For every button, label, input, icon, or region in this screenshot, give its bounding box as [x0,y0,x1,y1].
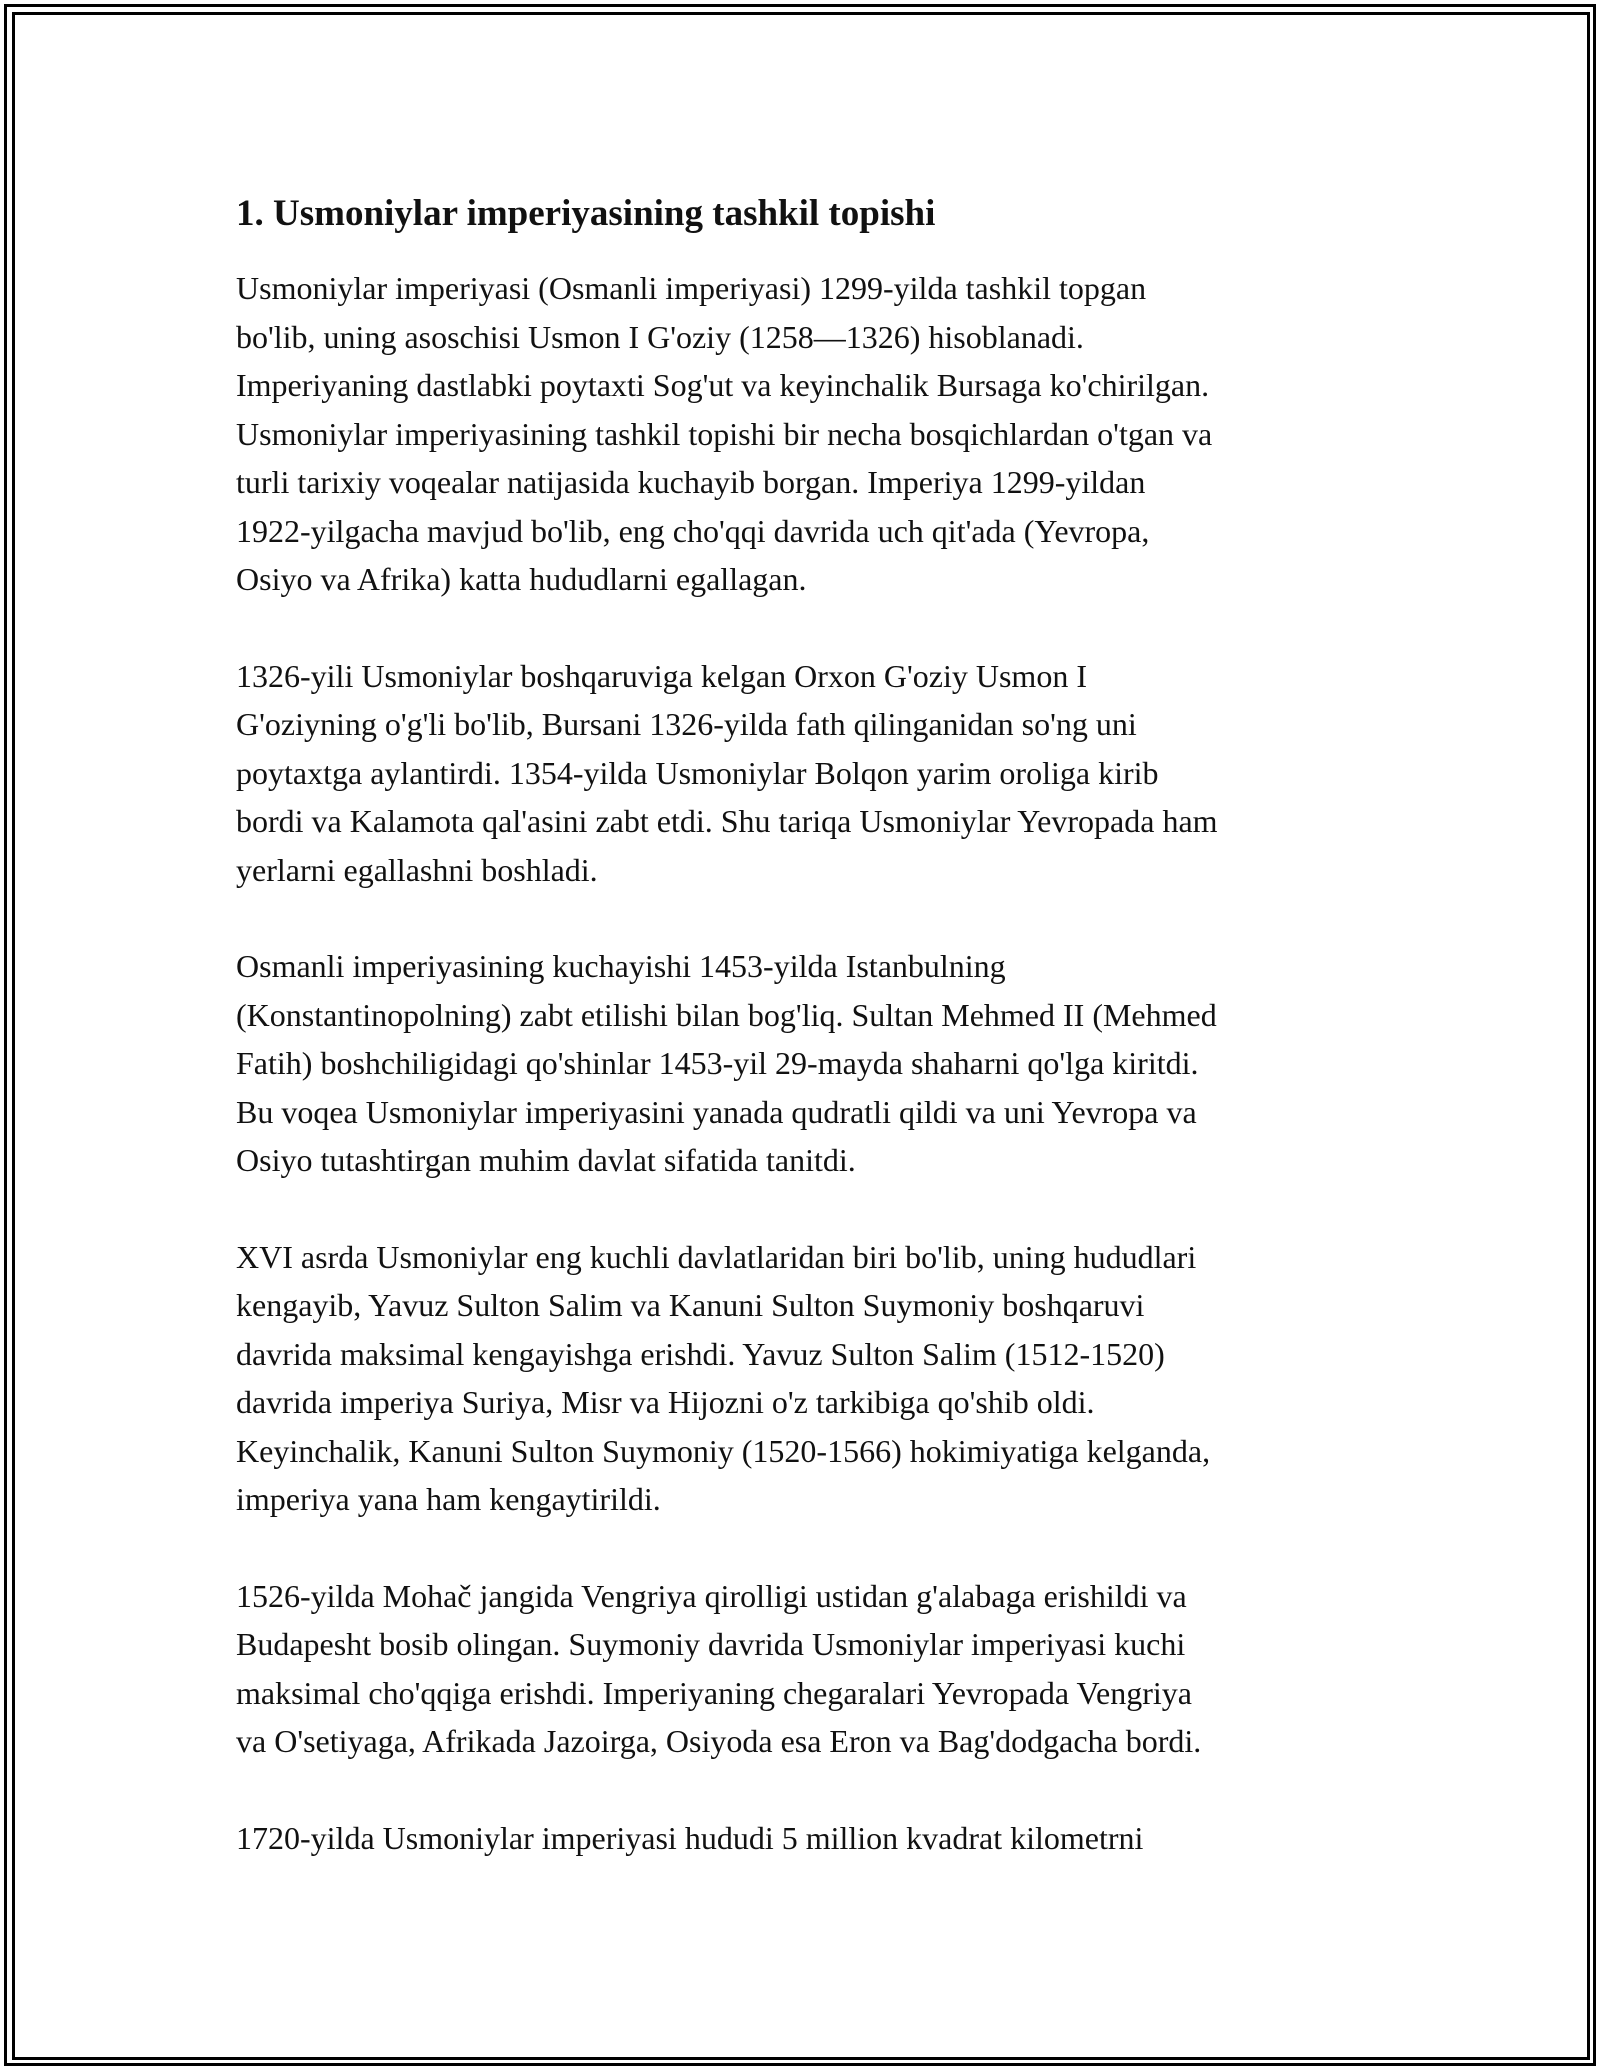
paragraph-istanbul: Osmanli imperiyasining kuchayishi 1453-yilda Istanbulning (Konstantinopolning) zabt etilishi bilan bog'liq. Sultan Mehmed II (Mehmed Fatih) boshchiligidagi qo'shinlar 1453-yil 29-mayda shaharni qo'lga kiritdi. Bu voqea Usmoniylar imperiyasini yanada qudratli qildi va uni Yevropa va Osiyo tutashtirgan muhim davlat sifatida tanitdi. [236,948,1217,1178]
paragraph-orxon: 1326-yili Usmoniylar boshqaruviga kelgan Orxon G'oziy Usmon I G'oziyning o'g'li bo'lib, Bursani 1326-yilda fath qilinganidan so'ng uni poytaxtga aylantirdi. 1354-yilda Usmoniylar Bolqon yarim oroliga kirib bordi va Kalamota qal'asini zabt etdi. Shu tariqa Usmoniylar Yevropada ham yerlarni egallashni boshladi. [236,657,1218,888]
paragraph-mohac: 1526-yilda Mohač jangida Vengriya qirolligi ustidan g'alabaga erishildi va Budapesht bosib olingan. Suymoniy davrida Usmoniylar imperiyasi kuchi maksimal cho'qqiga erishdi. Imperiyaning chegaralari Yevropada Vengriya va O'setiyaga, Afrikada Jazoirga, Osiyoda esa Eron va Bag'dodgacha bordi. [236,1577,1202,1759]
section-heading: 1. Usmoniylar imperiyasining tashkil topishi [236,193,936,234]
document-body [236,186,1366,1910]
paragraph-xvi-century: XVI asrda Usmoniylar eng kuchli davlatlaridan biri bo'lib, uning hududlari kengayib, Yavuz Sulton Salim va Kanuni Sulton Suymoniy boshqaruvi davrida maksimal kengayishga erishdi. Yavuz Sulton Salim (1512-1520) davrida imperiya Suriya, Misr va Hijozni o'z tarkibiga qo'shib oldi. Keyinchalik, Kanuni Sulton Suymoniy (1520-1566) hokimiyatiga kelganda, imperiya yana ham kengaytirildi. [236,1238,1211,1517]
paragraph-1720: 1720-yilda Usmoniylar imperiyasi hududi 5 million kvadrat kilometrni [236,1819,1144,1856]
paragraph-founding: Usmoniylar imperiyasi (Osmanli imperiyasi) 1299-yilda tashkil topgan bo'lib, uning asoschisi Usmon I G'oziy (1258—1326) hisoblanadi. Imperiyaning dastlabki poytaxti Sog'ut va keyinchalik Bursaga ko'chirilgan. Usmoniylar imperiyasining tashkil topishi bir necha bosqichlardan o'tgan va turli tarixiy voqealar natijasida kuchayib borgan. Imperiya 1299-yildan 1922-yilgacha mavjud bo'lib, eng cho'qqi davrida uch qit'ada (Yevropa, Osiyo va Afrika) katta hududlarni egallagan. [236,270,1213,597]
